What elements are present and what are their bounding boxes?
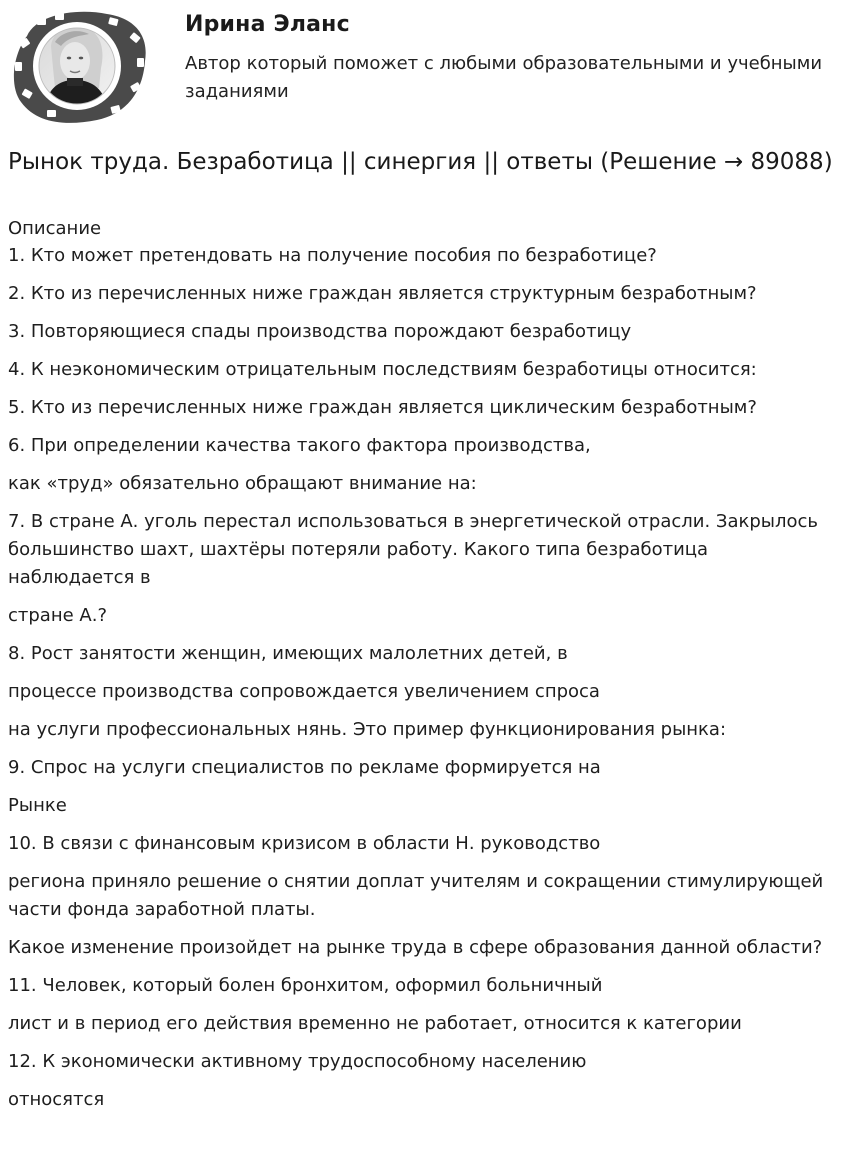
question-paragraph: 4. К неэкономическим отрицательным последствиям безработицы относится: [8,359,757,380]
question-paragraph: как «труд» обязательно обращают внимание на: [8,473,477,494]
author-description: Автор который поможет с любыми образовательными и учебными заданиями [185,53,823,102]
question-paragraph: Рынке [8,795,67,816]
author-header [0,0,847,140]
document-body [8,216,838,1124]
question-paragraph: 8. Рост занятости женщин, имеющих малолетних детей, в [8,643,568,664]
question-paragraph: относятся [8,1089,105,1110]
question-paragraph: региона приняло решение о снятии доплат учителям и сокращении стимулирующей части фонда заработной платы. [8,871,824,920]
question-paragraph: 7. В стране А. уголь перестал использоваться в энергетической отрасли. Закрылось большинство шахт, шахтёры потеряли работу. Какого типа безработица наблюдается в [8,511,819,588]
question-paragraph: 3. Повторяющиеся спады производства порождают безработицу [8,321,632,342]
question-paragraph: Какое изменение произойдет на рынке труда в сфере образования данной области? [8,937,823,958]
question-paragraph: на услуги профессиональных нянь. Это пример функционирования рынка: [8,719,727,740]
question-paragraph: 11. Человек, который болен бронхитом, оформил больничный [8,975,603,996]
question-paragraph: лист и в период его действия временно не работает, относится к категории [8,1013,742,1034]
section-label-description: Описание [8,218,102,239]
question-paragraph: 9. Спрос на услуги специалистов по рекламе формируется на [8,757,601,778]
question-paragraph: процессе производства сопровождается увеличением спроса [8,681,600,702]
author-name: Ирина Эланс [185,12,350,37]
question-paragraph: 6. При определении качества такого фактора производства, [8,435,591,456]
question-list [8,242,838,1114]
film-frame-avatar-icon [7,6,150,128]
question-paragraph: 10. В связи с финансовым кризисом в области Н. руководство [8,833,601,854]
question-paragraph: 2. Кто из перечисленных ниже граждан является структурным безработным? [8,283,757,304]
page-title: Рынок труда. Безработица || синергия || ответы (Решение → 89088) [8,149,833,175]
question-paragraph: 12. К экономически активному трудоспособному населению [8,1051,587,1072]
avatar[interactable] [7,6,150,128]
question-paragraph: 5. Кто из перечисленных ниже граждан является циклическим безработным? [8,397,757,418]
question-paragraph: 1. Кто может претендовать на получение пособия по безработице? [8,245,657,266]
question-paragraph: стране А.? [8,605,107,626]
